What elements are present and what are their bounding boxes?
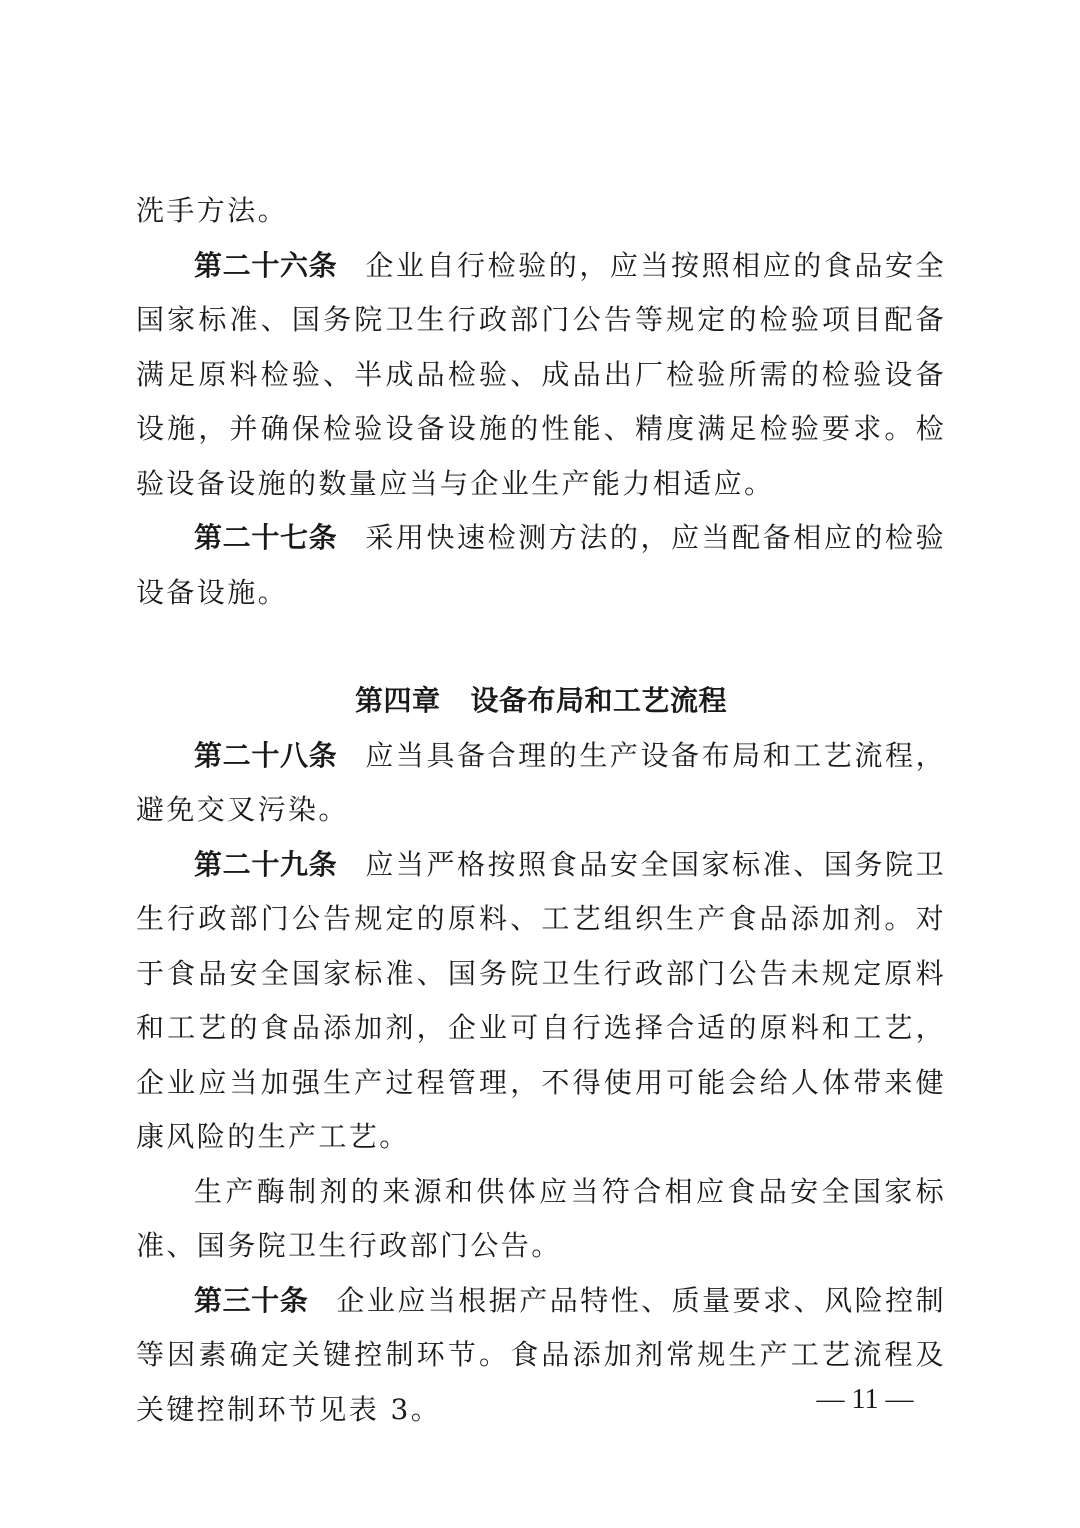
article-28-title: 第二十八条 (194, 738, 338, 772)
enzyme-paragraph-text: 生产酶制剂的来源和供体应当符合相应食品安全国家标准、国务院卫生行政部门公告。 (136, 1174, 946, 1262)
article-30-title: 第三十条 (194, 1283, 309, 1317)
chapter-number: 第四章 (354, 684, 441, 717)
article-28 (136, 729, 946, 838)
chapter-heading (136, 674, 946, 729)
article-28-body: 应当具备合理的生产设备布局和工艺流程，避免交叉污染。 (136, 738, 946, 826)
document-body (136, 184, 946, 1437)
article-29-body: 应当严格按照食品安全国家标准、国务院卫生行政部门公告规定的原料、工艺组织生产食品添加剂。对于食品安全国家标准、国务院卫生行政部门公告未规定原料和工艺的食品添加剂，企业可自行选择合适的原料和工艺，企业应当加强生产过程管理，不得使用可能会给人体带来健康风险的生产工艺。 (136, 847, 946, 1153)
article-27-body: 采用快速检测方法的，应当配备相应的检验设备设施。 (136, 521, 946, 609)
page-number: — 11 — (816, 1384, 914, 1415)
article-30-body: 企业应当根据产品特性、质量要求、风险控制等因素确定关键控制环节。食品添加剂常规生产工艺流程及关键控制环节见表 3。 (136, 1283, 946, 1426)
article-26-body: 企业自行检验的，应当按照相应的食品安全国家标准、国务院卫生行政部门公告等规定的检验项目配备满足原料检验、半成品检验、成品出厂检验所需的检验设备设施，并确保检验设备设施的性能、精度满足检验要求。检验设备设施的数量应当与企业生产能力相适应。 (136, 248, 946, 500)
article-26-title: 第二十六条 (194, 248, 338, 282)
continuation-paragraph (136, 184, 946, 239)
continuation-text: 洗手方法。 (136, 194, 289, 227)
article-29 (136, 838, 946, 1165)
article-29-title: 第二十九条 (194, 847, 338, 881)
article-26 (136, 239, 946, 512)
chapter-title: 设备布局和工艺流程 (470, 684, 728, 717)
enzyme-paragraph (136, 1165, 946, 1274)
article-27 (136, 511, 946, 620)
article-27-title: 第二十七条 (194, 521, 338, 554)
